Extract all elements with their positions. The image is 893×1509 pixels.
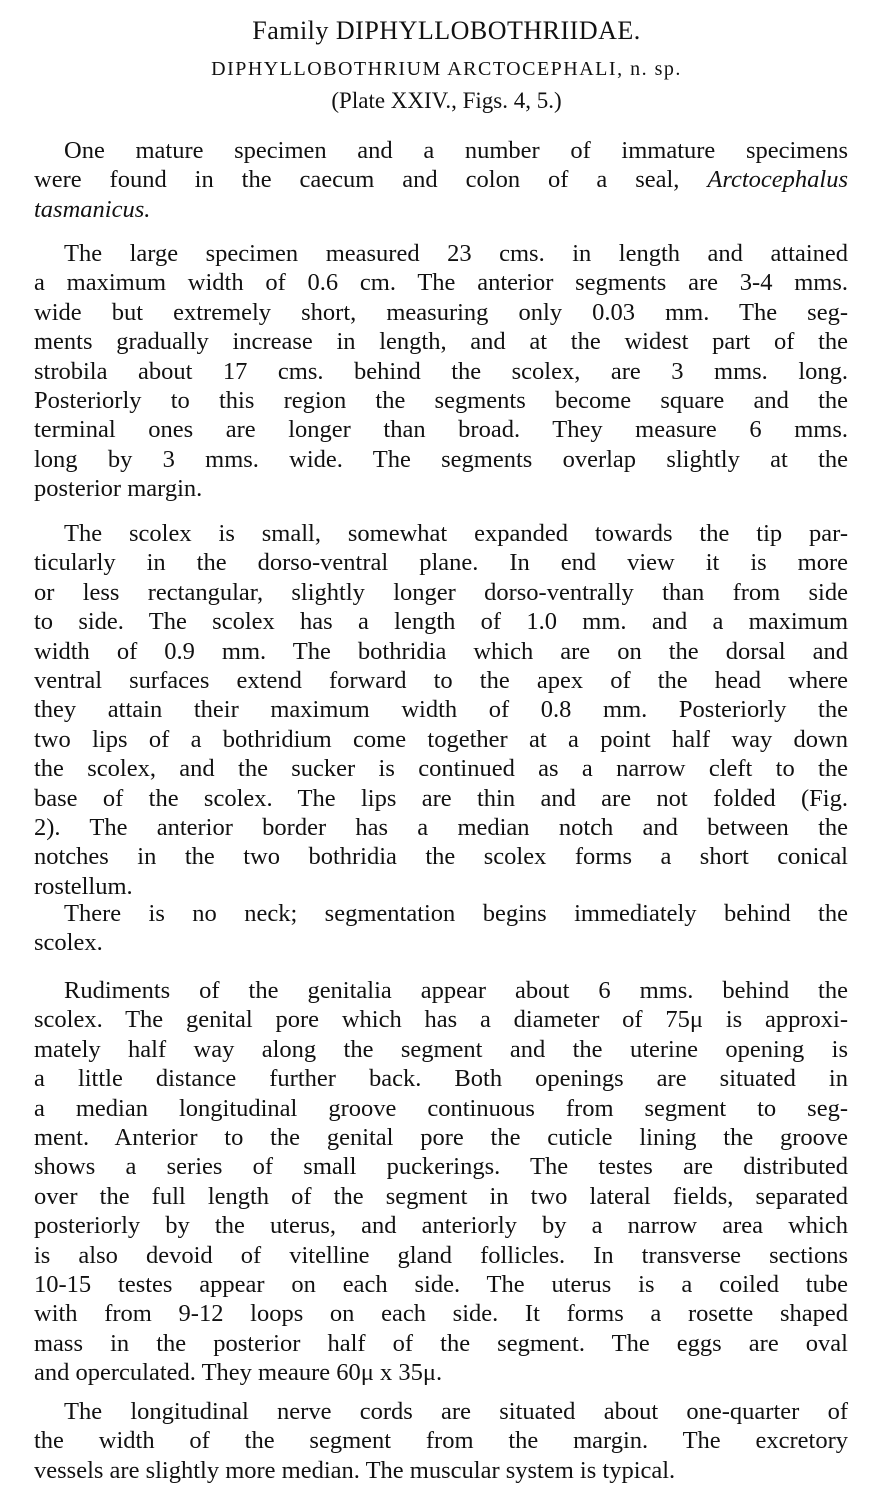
text-line: a little distance further back. Both openings are situated in	[34, 1065, 848, 1093]
text-line: the scolex, and the sucker is continued as a narrow cleft to the	[34, 755, 848, 783]
text-line: ment. Anterior to the genital pore the cuticle lining the groove	[34, 1124, 848, 1152]
text-line: were found in the caecum and colon of a seal, Arctocephalus	[34, 166, 848, 194]
text-line: strobila about 17 cms. behind the scolex, are 3 mms. long.	[34, 357, 848, 385]
paragraph-scolex	[34, 519, 848, 901]
text-line: ventral surfaces extend forward to the apex of the head where	[34, 667, 848, 695]
text-line: The scolex is small, somewhat expanded towards the tip par-	[64, 520, 848, 547]
paragraph-large-specimen	[34, 239, 848, 504]
paragraph-neck	[34, 899, 848, 958]
text-line: One mature specimen and a number of immature specimens	[64, 137, 848, 164]
text-line: terminal ones are longer than broad. They measure 6 mms.	[34, 416, 848, 444]
text-line: mately half way along the segment and the uterine opening is	[34, 1035, 848, 1063]
text-line: mass in the posterior half of the segment. The eggs are oval	[34, 1329, 848, 1357]
text-line: is also devoid of vitelline gland follicles. In transverse sections	[34, 1241, 848, 1269]
text-line: ticularly in the dorso-ventral plane. In end view it is more	[34, 549, 848, 577]
text-line: base of the scolex. The lips are thin and are not folded (Fig.	[34, 784, 848, 812]
text-line: and operculated. They meaure 60μ x 35μ.	[34, 1359, 443, 1387]
text-line: to side. The scolex has a length of 1.0 mm. and a maximum	[34, 608, 848, 636]
paragraph-nerve-cords	[34, 1397, 848, 1485]
text-line: two lips of a bothridium come together at a point half way down	[34, 725, 848, 753]
text-line: There is no neck; segmentation begins immediately behind the	[64, 900, 848, 927]
text-line: the width of the segment from the margin. The excretory	[34, 1427, 848, 1455]
family-heading: Family DIPHYLLOBOTHRIIDAE.	[252, 16, 641, 45]
text-line: 2). The anterior border has a median notch and between the	[34, 814, 848, 842]
text-line: with from 9-12 loops on each side. It forms a rosette shaped	[34, 1300, 848, 1328]
text-line: rostellum.	[34, 872, 133, 900]
text-line: over the full length of the segment in two lateral fields, separated	[34, 1182, 848, 1210]
paragraph-genitalia	[34, 976, 848, 1388]
text-line: or less rectangular, slightly longer dorso-ventrally than from side	[34, 578, 848, 606]
text-line: scolex.	[34, 929, 103, 957]
text-line: 10-15 testes appear on each side. The uterus is a coiled tube	[34, 1271, 848, 1299]
text-line: posterior margin.	[34, 475, 203, 503]
text-line: The large specimen measured 23 cms. in length and attained	[64, 240, 848, 267]
text-line: Posteriorly to this region the segments become square and the	[34, 387, 848, 415]
text-line: long by 3 mms. wide. The segments overlap slightly at the	[34, 445, 848, 473]
species-heading: DIPHYLLOBOTHRIUM ARCTOCEPHALI, n. sp.	[211, 58, 682, 80]
plate-reference: (Plate XXIV., Figs. 4, 5.)	[331, 88, 562, 113]
text-line: a median longitudinal groove continuous from segment to seg-	[34, 1094, 848, 1122]
text-line: vessels are slightly more median. The muscular system is typical.	[34, 1456, 676, 1484]
text-line: a maximum width of 0.6 cm. The anterior segments are 3-4 mms.	[34, 269, 848, 297]
text-line: posteriorly by the uterus, and anteriorly by a narrow area which	[34, 1212, 848, 1240]
text-line: Rudiments of the genitalia appear about 6 mms. behind the	[64, 977, 848, 1004]
paragraph-specimens	[34, 136, 848, 224]
text-line: notches in the two bothridia the scolex forms a short conical	[34, 843, 848, 871]
text-line: they attain their maximum width of 0.8 mm. Posteriorly the	[34, 696, 848, 724]
text-line: tasmanicus.	[34, 195, 151, 223]
text-line: ments gradually increase in length, and at the widest part of the	[34, 328, 848, 356]
text-line: width of 0.9 mm. The bothridia which are on the dorsal and	[34, 637, 848, 665]
text-line: wide but extremely short, measuring only 0.03 mm. The seg-	[34, 298, 848, 326]
text-line: shows a series of small puckerings. The testes are distributed	[34, 1153, 848, 1181]
text-line: scolex. The genital pore which has a diameter of 75μ is approxi-	[34, 1006, 848, 1034]
text-line: The longitudinal nerve cords are situated about one-quarter of	[64, 1398, 848, 1425]
